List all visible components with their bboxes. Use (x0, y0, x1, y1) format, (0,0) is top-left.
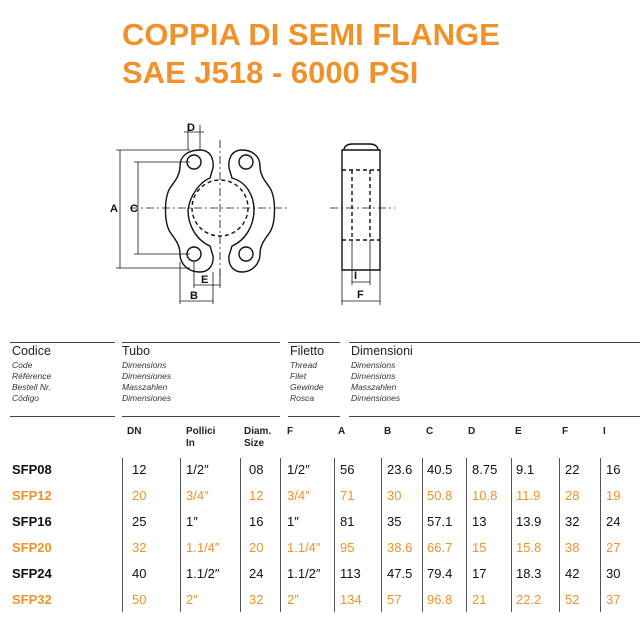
cell-d: 17 (472, 566, 487, 581)
dim-label-e: E (201, 274, 209, 286)
cell-a: 95 (340, 540, 355, 555)
col-c: C (426, 426, 434, 437)
cell-c: 79.4 (427, 566, 453, 581)
rule-filetto (288, 342, 340, 343)
col-d: D (468, 426, 476, 437)
cell-e: 22.2 (516, 592, 542, 607)
cell-i: 30 (606, 566, 621, 581)
col-sep-6 (381, 458, 382, 612)
row-code: SFP08 (12, 462, 52, 477)
cell-c: 66.7 (427, 540, 453, 555)
col-sep-3 (240, 458, 241, 612)
row-code: SFP32 (12, 592, 52, 607)
col-sep-11 (600, 458, 601, 612)
header-tubo: Tubo (122, 344, 151, 358)
col-sep-7 (422, 458, 423, 612)
cell-c: 40.5 (427, 462, 453, 477)
cell-b: 47.5 (387, 566, 413, 581)
cell-diam: 16 (249, 514, 264, 529)
cell-diam: 20 (249, 540, 264, 555)
rule-codice-bottom (10, 416, 115, 417)
cell-f: 1″ (287, 514, 299, 529)
cell-f2: 42 (565, 566, 580, 581)
header-codice: Codice (12, 344, 51, 358)
dim-label-b: B (190, 290, 198, 302)
col-pollici: Pollici In (186, 426, 216, 449)
side-view-body (342, 150, 380, 270)
cell-a: 113 (340, 566, 361, 581)
col-sep-2 (180, 458, 181, 612)
rule-codice (10, 342, 115, 343)
cell-a: 71 (340, 488, 355, 503)
col-dn: DN (127, 426, 142, 437)
rule-tubo-bottom (122, 416, 280, 417)
cell-dn: 20 (132, 488, 147, 503)
cell-pollici: 1.1/2″ (186, 566, 220, 581)
cell-f: 2″ (287, 592, 299, 607)
col-diam: Diam. Size (244, 426, 272, 449)
row-code: SFP24 (12, 566, 52, 581)
cell-e: 18.3 (516, 566, 542, 581)
cell-pollici: 1/2″ (186, 462, 209, 477)
cell-d: 10.8 (472, 488, 498, 503)
cell-b: 35 (387, 514, 402, 529)
cell-i: 27 (606, 540, 621, 555)
cell-diam: 12 (249, 488, 264, 503)
cell-b: 38.6 (387, 540, 413, 555)
cell-b: 30 (387, 488, 402, 503)
cell-f: 1.1/2″ (287, 566, 321, 581)
cell-f2: 38 (565, 540, 580, 555)
cell-c: 96.8 (427, 592, 453, 607)
col-a: A (338, 426, 346, 437)
rule-dimensioni (349, 342, 640, 343)
dim-label-i: I (354, 270, 358, 282)
bolt-hole-right-bottom (239, 247, 253, 261)
cell-diam: 24 (249, 566, 264, 581)
header-filetto-sub: Thread Filet Gewinde Rosca (290, 360, 324, 403)
col-f-thread: F (287, 426, 294, 437)
cell-f2: 52 (565, 592, 580, 607)
cell-f2: 28 (565, 488, 580, 503)
cell-i: 37 (606, 592, 621, 607)
cell-dn: 12 (132, 462, 147, 477)
cell-i: 16 (606, 462, 621, 477)
header-filetto: Filetto (290, 344, 325, 358)
cell-f: 3/4″ (287, 488, 310, 503)
cell-c: 50.8 (427, 488, 453, 503)
cell-e: 11.9 (516, 488, 541, 503)
header-codice-sub: Code Référence Bestell Nr. Código (12, 360, 52, 403)
cell-dn: 32 (132, 540, 147, 555)
title-line-2: SAE J518 - 6000 PSI (122, 55, 419, 90)
cell-f: 1.1/4″ (287, 540, 321, 555)
cell-d: 13 (472, 514, 487, 529)
cell-f2: 32 (565, 514, 580, 529)
cell-b: 57 (387, 592, 402, 607)
col-f-dim: F (562, 426, 569, 437)
col-i: I (603, 426, 606, 437)
cell-i: 24 (606, 514, 621, 529)
cell-e: 13.9 (516, 514, 542, 529)
header-dimensioni-sub: Dimensions Dimensions Masszahlen Dimensiones (351, 360, 401, 403)
cell-a: 56 (340, 462, 355, 477)
cell-b: 23.6 (387, 462, 413, 477)
bolt-hole-right-top (239, 155, 253, 169)
cell-diam: 32 (249, 592, 264, 607)
header-dimensioni: Dimensioni (351, 344, 413, 358)
cell-d: 15 (472, 540, 487, 555)
col-sep-5 (334, 458, 335, 612)
cell-dn: 40 (132, 566, 147, 581)
cell-pollici: 3/4″ (186, 488, 209, 503)
row-code: SFP20 (12, 540, 52, 555)
dim-label-f: F (357, 289, 364, 301)
rule-dimensioni-bottom (349, 416, 640, 417)
cell-a: 134 (340, 592, 362, 607)
row-code: SFP16 (12, 514, 52, 529)
cell-d: 21 (472, 592, 487, 607)
col-sep-8 (466, 458, 467, 612)
cell-pollici: 1.1/4″ (186, 540, 220, 555)
col-b: B (384, 426, 392, 437)
col-sep-10 (559, 458, 560, 612)
col-sep-4 (280, 458, 281, 612)
dim-label-d: D (187, 122, 195, 134)
cell-f2: 22 (565, 462, 580, 477)
col-sep-9 (511, 458, 512, 612)
dim-label-a: A (110, 203, 118, 215)
rule-tubo (122, 342, 280, 343)
right-half-flange (229, 150, 275, 272)
title-line-1: COPPIA DI SEMI FLANGE (122, 17, 500, 52)
col-e: E (515, 426, 522, 437)
row-code: SFP12 (12, 488, 52, 503)
col-sep-1 (122, 458, 123, 612)
cell-c: 57.1 (427, 514, 453, 529)
cell-dn: 25 (132, 514, 147, 529)
cell-f: 1/2″ (287, 462, 310, 477)
dim-label-c: C (130, 203, 138, 215)
cell-pollici: 1″ (186, 514, 198, 529)
cell-d: 8.75 (472, 462, 498, 477)
rule-filetto-bottom (288, 416, 340, 417)
cell-diam: 08 (249, 462, 264, 477)
cell-i: 19 (606, 488, 621, 503)
cell-e: 9.1 (516, 462, 535, 477)
header-tubo-sub: Dimensions Dimensiones Masszahlen Dimensiones (122, 360, 172, 403)
cell-e: 15.8 (516, 540, 542, 555)
cell-a: 81 (340, 514, 355, 529)
cell-pollici: 2″ (186, 592, 198, 607)
cell-dn: 50 (132, 592, 147, 607)
